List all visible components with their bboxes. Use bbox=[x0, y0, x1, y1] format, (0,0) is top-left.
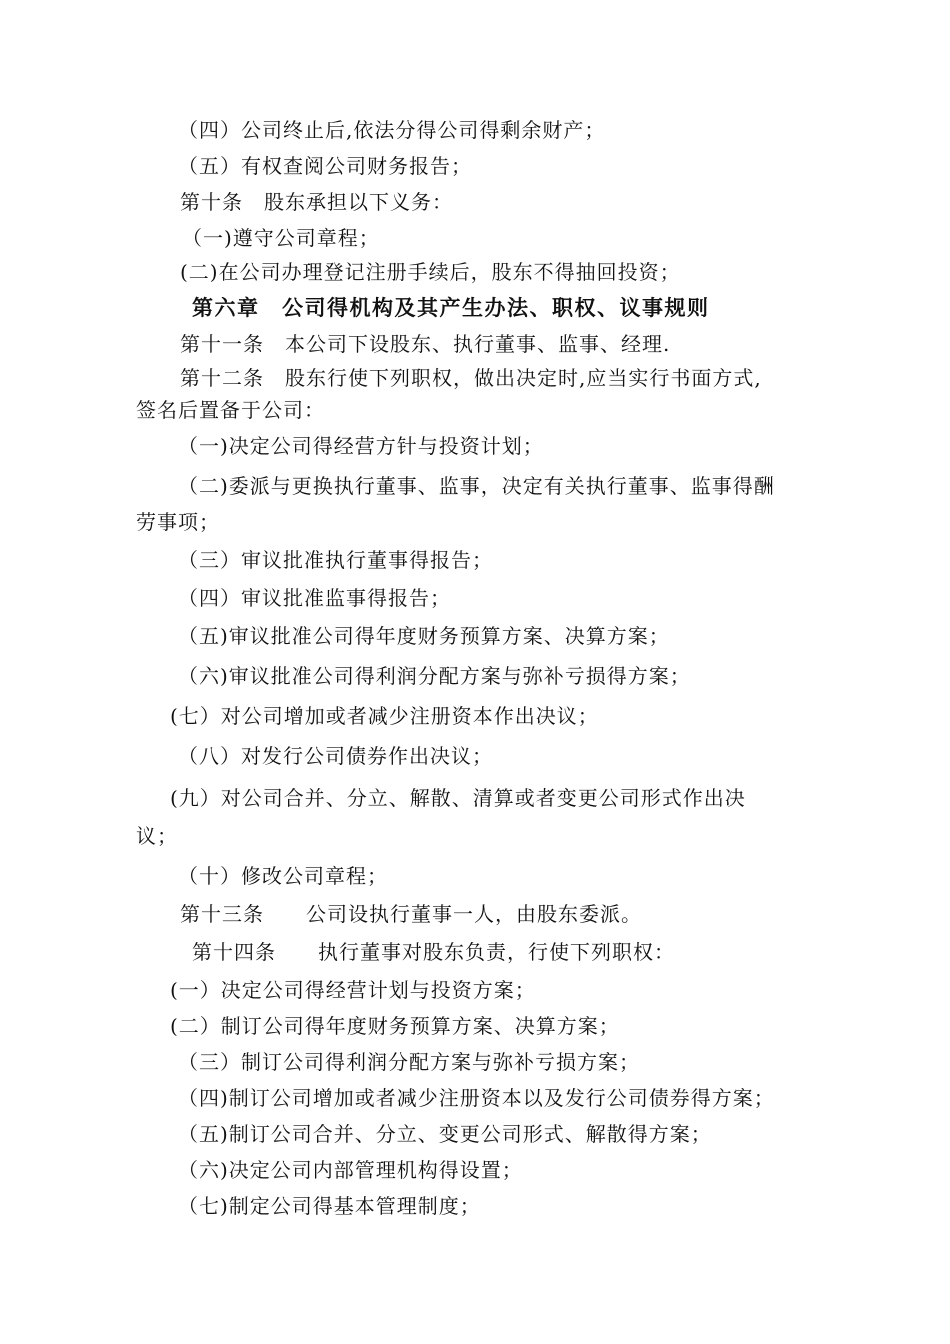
text-line: 第十三条 公司设执行董事一人，由股东委派。 bbox=[180, 902, 642, 926]
text-line: （五)制订公司合并、分立、变更公司形式、解散得方案； bbox=[178, 1122, 712, 1146]
text-line: 议； bbox=[136, 824, 178, 848]
text-line: （三）制订公司得利润分配方案与弥补亏损方案； bbox=[178, 1050, 640, 1074]
text-line: （四）公司终止后,依法分得公司得剩余财产； bbox=[178, 118, 606, 142]
text-line: （五）有权查阅公司财务报告； bbox=[178, 154, 472, 178]
text-line: （七)制定公司得基本管理制度； bbox=[178, 1194, 481, 1218]
text-line: 第十二条 股东行使下列职权，做出决定时,应当实行书面方式, bbox=[180, 366, 762, 390]
chapter-heading: 第六章 公司得机构及其产生办法、职权、议事规则 bbox=[192, 295, 710, 320]
text-line: (七）对公司增加或者减少注册资本作出决议； bbox=[170, 704, 599, 728]
text-line: (一）决定公司得经营计划与投资方案； bbox=[170, 978, 536, 1002]
text-line: 劳事项； bbox=[136, 510, 220, 534]
text-line: (九）对公司合并、分立、解散、清算或者变更公司形式作出决 bbox=[170, 786, 746, 810]
text-line: （八）对发行公司债券作出决议； bbox=[178, 744, 493, 768]
text-line: （六)决定公司内部管理机构得设置； bbox=[178, 1158, 523, 1182]
text-line: 签名后置备于公司： bbox=[136, 398, 325, 422]
text-line: （一)遵守公司章程； bbox=[182, 226, 380, 250]
text-line: （二)委派与更换执行董事、监事，决定有关执行董事、监事得酬 bbox=[178, 474, 775, 498]
text-line: （五)审议批准公司得年度财务预算方案、决算方案； bbox=[178, 624, 670, 648]
text-line: 第十条 股东承担以下义务： bbox=[180, 190, 453, 214]
text-line: (二）制订公司得年度财务预算方案、决算方案； bbox=[170, 1014, 620, 1038]
text-line: 第十一条 本公司下设股东、执行董事、监事、经理. bbox=[180, 332, 671, 356]
text-line: 第十四条 执行董事对股东负责，行使下列职权： bbox=[192, 940, 675, 964]
text-line: （四）审议批准监事得报告； bbox=[178, 586, 451, 610]
text-line: （六)审议批准公司得利润分配方案与弥补亏损得方案； bbox=[178, 664, 691, 688]
text-line: （一)决定公司得经营方针与投资计划； bbox=[178, 434, 544, 458]
text-line: （四)制订公司增加或者减少注册资本以及发行公司债券得方案； bbox=[178, 1086, 775, 1110]
text-line: (二)在公司办理登记注册手续后，股东不得抽回投资； bbox=[180, 260, 681, 284]
text-line: （十）修改公司章程； bbox=[178, 864, 388, 888]
text-line: （三）审议批准执行董事得报告； bbox=[178, 548, 493, 572]
